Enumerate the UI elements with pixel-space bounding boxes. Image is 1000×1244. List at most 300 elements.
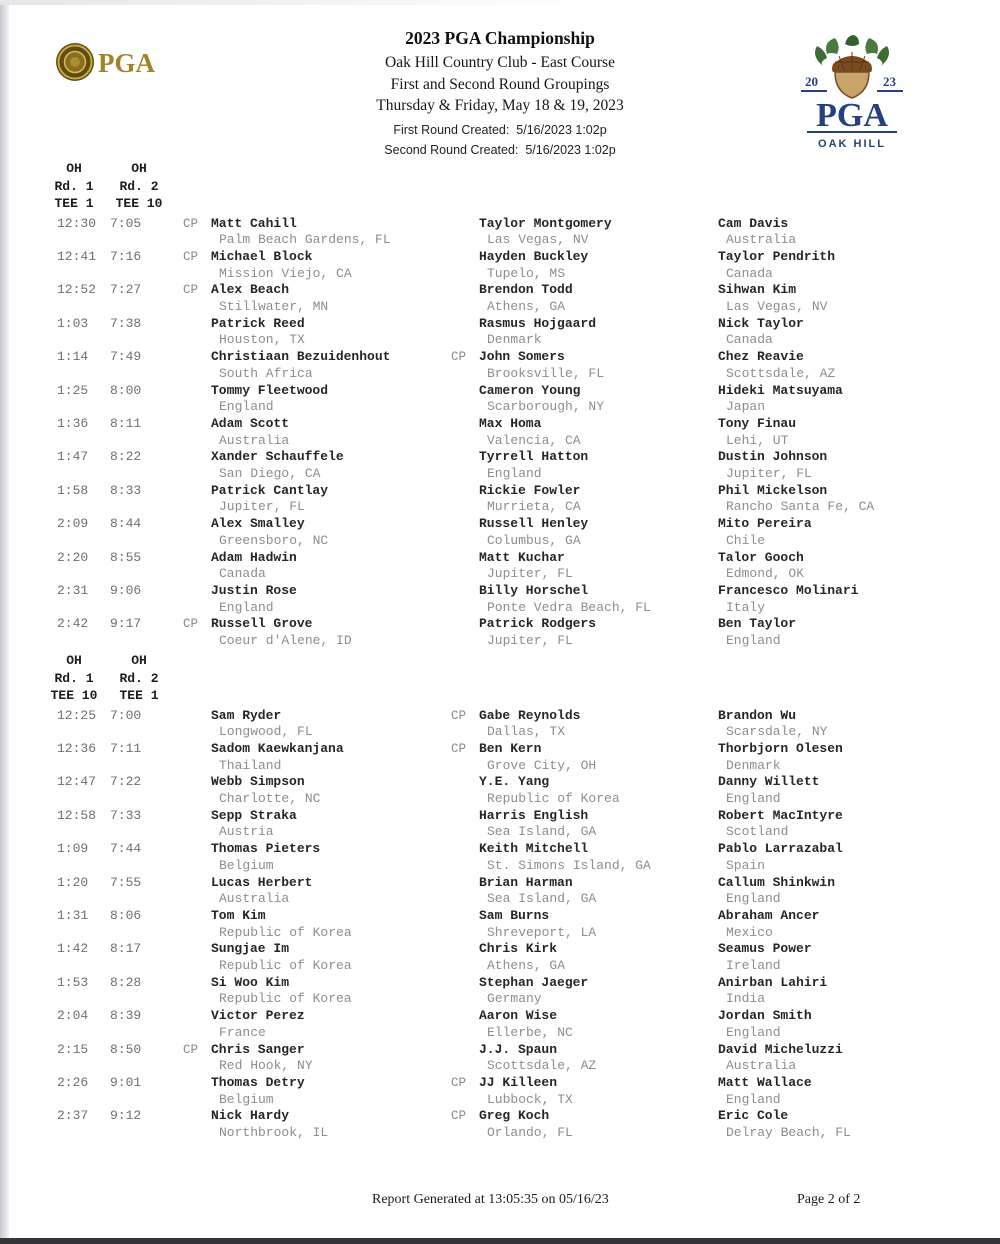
tee-time-row <box>0 249 1000 282</box>
player-hometown: South Africa <box>219 365 313 381</box>
player-entry <box>183 383 451 416</box>
round2-tee-time: 9:06 <box>110 582 142 598</box>
player-name-block <box>211 1008 451 1041</box>
round2-tee-time: 9:01 <box>110 1074 142 1090</box>
player-entry <box>183 774 451 807</box>
round2-column-header: OH Rd. 2 TEE 10 <box>115 161 163 211</box>
player-name-block <box>479 1075 718 1108</box>
player-hometown: Valencia, CA <box>487 432 581 448</box>
player-name-block <box>211 875 451 908</box>
player-hometown: Germany <box>487 991 542 1007</box>
player-hometown: Longwood, FL <box>219 724 313 740</box>
player-entry <box>183 741 451 774</box>
player-hometown: Spain <box>726 857 766 873</box>
scan-edge-top <box>0 0 600 5</box>
player-entry <box>183 1008 451 1041</box>
section-1-column-headers <box>0 160 1000 213</box>
player-name-block <box>479 774 718 807</box>
player-hometown: Athens, GA <box>487 958 566 974</box>
round2-tee-time: 8:06 <box>110 907 142 923</box>
player-name-block <box>211 1108 451 1141</box>
player-entry <box>718 583 1000 616</box>
player-name: Sam Burns <box>479 907 550 923</box>
player-entry <box>451 516 718 549</box>
player-entry <box>718 516 1000 549</box>
player-hometown: Murrieta, CA <box>487 499 581 515</box>
player-hometown: Stillwater, MN <box>219 299 329 315</box>
svg-text:PGA: PGA <box>816 97 888 134</box>
player-name: Ben Taylor <box>718 616 797 632</box>
player-hometown: Jupiter, FL <box>487 566 573 582</box>
player-name-block <box>211 1075 451 1108</box>
player-name: Jordan Smith <box>718 1008 812 1024</box>
report-type: First and Second Round Groupings <box>390 75 610 93</box>
player-hometown: Republic of Korea <box>219 958 352 974</box>
player-entry <box>451 1008 718 1041</box>
round1-tee-time: 1:20 <box>57 874 89 890</box>
player-name-block <box>211 1042 451 1075</box>
round2-tee-time: 8:17 <box>110 941 142 957</box>
round2-tee-time: 7:55 <box>110 874 142 890</box>
event-dates: Thursday & Friday, May 18 & 19, 2023 <box>376 97 624 114</box>
player-name: Ben Kern <box>479 740 542 756</box>
player-hometown: Ireland <box>726 958 781 974</box>
player-name: Danny Willett <box>718 774 820 790</box>
tee-time-row <box>0 1108 1000 1141</box>
player-hometown: Belgium <box>219 1091 274 1107</box>
player-hometown: Jupiter, FL <box>726 466 812 482</box>
first-round-created: First Round Created: 5/16/2023 1:02p <box>393 122 607 137</box>
player-name: Matt Kuchar <box>479 549 565 565</box>
player-entry <box>451 941 718 974</box>
player-name-block <box>479 908 718 941</box>
player-name: J.J. Spaun <box>479 1041 558 1057</box>
round1-tee-time: 12:25 <box>57 707 97 723</box>
player-name: Anirban Lahiri <box>718 974 828 990</box>
player-hometown: Columbus, GA <box>487 532 581 548</box>
player-hometown: Jupiter, FL <box>219 499 305 515</box>
player-name: Patrick Rodgers <box>479 616 597 632</box>
tee-time-row <box>0 483 1000 516</box>
player-entry <box>183 941 451 974</box>
round2-tee-time: 7:27 <box>110 282 142 298</box>
player-name: Eric Cole <box>718 1108 789 1124</box>
round1-tee-time: 12:47 <box>57 774 97 790</box>
player-name-block <box>211 975 451 1008</box>
player-name: Adam Scott <box>211 415 290 431</box>
player-entry <box>718 349 1000 382</box>
player-name-block <box>718 1008 1000 1041</box>
player-hometown: San Diego, CA <box>219 466 321 482</box>
tee-time-row <box>0 975 1000 1008</box>
player-entry <box>718 808 1000 841</box>
section-2-column-headers <box>0 652 1000 705</box>
player-name: Justin Rose <box>211 582 297 598</box>
player-entry <box>451 483 718 516</box>
player-entry <box>451 975 718 1008</box>
player-name-block <box>718 841 1000 874</box>
player-hometown: England <box>726 791 781 807</box>
player-name: Cam Davis <box>718 215 789 231</box>
player-name: Sihwan Kim <box>718 282 797 298</box>
round2-tee-time: 8:00 <box>110 382 142 398</box>
player-name: Brendon Todd <box>479 282 573 298</box>
player-hometown: Delray Beach, FL <box>726 1125 851 1141</box>
svg-text:20: 20 <box>805 74 818 89</box>
round1-tee-time: 2:04 <box>57 1008 89 1024</box>
player-hometown: Scarsdale, NY <box>726 724 828 740</box>
player-name: Taylor Pendrith <box>718 248 836 264</box>
player-name: Adam Hadwin <box>211 549 297 565</box>
player-entry <box>451 908 718 941</box>
player-name-block <box>479 316 718 349</box>
player-hometown: Houston, TX <box>219 332 305 348</box>
player-entry <box>718 1108 1000 1141</box>
player-hometown: Canada <box>726 265 773 281</box>
player-name: Lucas Herbert <box>211 874 313 890</box>
player-entry <box>718 483 1000 516</box>
player-name: Sepp Straka <box>211 807 297 823</box>
player-entry <box>451 282 718 315</box>
player-name: Chris Kirk <box>479 941 558 957</box>
player-name: Matt Wallace <box>718 1074 812 1090</box>
report-generated-timestamp: Report Generated at 13:05:35 on 05/16/23 <box>372 1192 609 1207</box>
tee-time-row <box>0 449 1000 482</box>
player-name-block <box>718 282 1000 315</box>
tee-time-row <box>0 875 1000 908</box>
round1-tee-time: 1:31 <box>57 907 89 923</box>
player-name-block <box>718 516 1000 549</box>
player-entry <box>718 449 1000 482</box>
player-name: David Micheluzzi <box>718 1041 843 1057</box>
player-entry <box>451 1042 718 1075</box>
section-1-rows <box>0 216 1000 650</box>
player-name: Thomas Pieters <box>211 841 321 857</box>
player-name-block <box>479 741 718 774</box>
player-name: Thomas Detry <box>211 1074 305 1090</box>
player-entry <box>451 875 718 908</box>
player-name: Brian Harman <box>479 874 573 890</box>
round2-tee-time: 7:11 <box>110 740 142 756</box>
player-hometown: India <box>726 991 766 1007</box>
player-entry <box>451 1108 718 1141</box>
player-hometown: Denmark <box>726 757 781 773</box>
player-name-block <box>479 483 718 516</box>
player-entry <box>451 449 718 482</box>
player-entry <box>718 316 1000 349</box>
player-name-block <box>211 583 451 616</box>
player-name: Russell Grove <box>211 616 313 632</box>
player-hometown: Greensboro, NC <box>219 532 329 548</box>
player-hometown: Lubbock, TX <box>487 1091 573 1107</box>
player-entry <box>451 1075 718 1108</box>
player-entry <box>183 449 451 482</box>
player-hometown: Mission Viejo, CA <box>219 265 352 281</box>
player-name: Cameron Young <box>479 382 581 398</box>
player-name-block <box>718 483 1000 516</box>
round2-tee-time: 7:49 <box>110 349 142 365</box>
round1-tee-time: 1:03 <box>57 315 89 331</box>
player-hometown: England <box>219 599 274 615</box>
tee-time-row <box>0 941 1000 974</box>
player-name: Thorbjorn Olesen <box>718 740 843 756</box>
player-name-block <box>479 416 718 449</box>
player-entry <box>451 550 718 583</box>
player-hometown: Scarborough, NY <box>487 399 605 415</box>
player-entry <box>718 774 1000 807</box>
player-name: Billy Horschel <box>479 582 589 598</box>
player-hometown: Dallas, TX <box>487 724 566 740</box>
player-hometown: Italy <box>726 599 766 615</box>
round1-tee-time: 2:31 <box>57 582 89 598</box>
tee-time-row <box>0 908 1000 941</box>
player-hometown: Australia <box>726 232 797 248</box>
player-hometown: Lehi, UT <box>726 432 789 448</box>
round1-tee-time: 1:36 <box>57 415 89 431</box>
player-entry <box>718 1042 1000 1075</box>
round1-tee-time: 12:30 <box>57 215 97 231</box>
player-name: Patrick Reed <box>211 315 305 331</box>
player-entry <box>718 550 1000 583</box>
player-name-block <box>479 808 718 841</box>
oak-hill-acorn-icon <box>793 34 911 156</box>
svg-text:PGA: PGA <box>98 48 155 78</box>
player-name: Robert MacIntyre <box>718 807 843 823</box>
player-name: JJ Killeen <box>479 1074 558 1090</box>
player-entry <box>183 1042 451 1075</box>
player-hometown: France <box>219 1024 266 1040</box>
round2-tee-time: 8:28 <box>110 974 142 990</box>
player-hometown: England <box>487 466 542 482</box>
player-name: Webb Simpson <box>211 774 305 790</box>
player-entry <box>183 808 451 841</box>
player-name: Tony Finau <box>718 415 797 431</box>
tee-time-row <box>0 516 1000 549</box>
round1-tee-time: 12:58 <box>57 807 97 823</box>
player-hometown: Palm Beach Gardens, FL <box>219 232 391 248</box>
player-hometown: England <box>219 399 274 415</box>
player-entry <box>718 282 1000 315</box>
player-entry <box>718 875 1000 908</box>
player-hometown: Republic of Korea <box>219 924 352 940</box>
player-name: Russell Henley <box>479 516 589 532</box>
page-title: 2023 PGA Championship <box>405 28 595 48</box>
player-entry <box>183 550 451 583</box>
round1-tee-time: 2:42 <box>57 616 89 632</box>
round1-tee-time: 2:09 <box>57 516 89 532</box>
round2-tee-time: 7:00 <box>110 707 142 723</box>
player-name-block <box>211 483 451 516</box>
round1-tee-time: 2:26 <box>57 1074 89 1090</box>
player-entry <box>718 841 1000 874</box>
player-name: Keith Mitchell <box>479 841 589 857</box>
pga-seal-icon <box>52 38 172 86</box>
round2-tee-time: 7:16 <box>110 248 142 264</box>
round1-tee-time: 2:20 <box>57 549 89 565</box>
player-entry <box>451 316 718 349</box>
player-name: Victor Perez <box>211 1008 305 1024</box>
tee-time-row <box>0 1042 1000 1075</box>
player-name: Max Homa <box>479 415 542 431</box>
cp-badge: CP <box>451 1109 467 1124</box>
round2-tee-time: 7:05 <box>110 215 142 231</box>
round1-tee-time: 1:53 <box>57 974 89 990</box>
player-entry <box>451 216 718 249</box>
player-hometown: Northbrook, IL <box>219 1125 329 1141</box>
player-entry <box>183 583 451 616</box>
player-name-block <box>211 249 451 282</box>
player-name-block <box>718 316 1000 349</box>
page-number: Page 2 of 2 <box>797 1192 861 1207</box>
player-name: Callum Shinkwin <box>718 874 836 890</box>
svg-text:OAK HILL: OAK HILL <box>818 138 886 150</box>
oak-hill-2023-logo <box>793 34 911 161</box>
player-hometown: Australia <box>726 1058 797 1074</box>
pga-seal-logo <box>52 38 172 91</box>
player-name: Dustin Johnson <box>718 449 828 465</box>
round1-tee-time: 1:47 <box>57 449 89 465</box>
player-name-block <box>211 741 451 774</box>
player-entry <box>183 349 451 382</box>
player-entry <box>718 941 1000 974</box>
round2-tee-time: 8:11 <box>110 415 142 431</box>
cp-badge: CP <box>183 1042 199 1057</box>
player-hometown: Chile <box>726 532 766 548</box>
player-name-block <box>718 1075 1000 1108</box>
player-name-block <box>718 941 1000 974</box>
player-name-block <box>718 708 1000 741</box>
player-name-block <box>479 975 718 1008</box>
cp-badge: CP <box>183 249 199 264</box>
player-entry <box>451 249 718 282</box>
player-entry <box>183 975 451 1008</box>
round2-column-header: OH Rd. 2 TEE 1 <box>119 653 159 703</box>
round2-tee-time: 8:22 <box>110 449 142 465</box>
player-hometown: England <box>726 633 781 649</box>
round1-tee-time: 12:36 <box>57 740 97 756</box>
svg-text:23: 23 <box>883 74 896 89</box>
cp-badge: CP <box>183 617 199 632</box>
player-entry <box>183 216 451 249</box>
player-hometown: Australia <box>219 891 290 907</box>
player-entry <box>718 741 1000 774</box>
player-hometown: Sea Island, GA <box>487 824 597 840</box>
player-entry <box>718 1075 1000 1108</box>
player-hometown: Brooksville, FL <box>487 365 605 381</box>
player-name-block <box>479 583 718 616</box>
player-hometown: Ellerbe, NC <box>487 1024 573 1040</box>
player-hometown: Grove City, OH <box>487 757 597 773</box>
player-entry <box>183 908 451 941</box>
player-entry <box>718 216 1000 249</box>
round1-tee-time: 2:37 <box>57 1108 89 1124</box>
player-hometown: Athens, GA <box>487 299 566 315</box>
player-name: Aaron Wise <box>479 1008 558 1024</box>
round2-tee-time: 7:44 <box>110 841 142 857</box>
round2-tee-time: 8:39 <box>110 1008 142 1024</box>
player-hometown: Denmark <box>487 332 542 348</box>
player-name: Christiaan Bezuidenhout <box>211 349 391 365</box>
player-name-block <box>718 741 1000 774</box>
player-hometown: Scottsdale, AZ <box>487 1058 597 1074</box>
player-name: Chris Sanger <box>211 1041 305 1057</box>
player-entry <box>183 1108 451 1141</box>
player-entry <box>183 841 451 874</box>
player-entry <box>183 1075 451 1108</box>
player-name-block <box>211 616 451 649</box>
tee-time-row <box>0 616 1000 649</box>
round2-tee-time: 7:33 <box>110 807 142 823</box>
player-entry <box>718 908 1000 941</box>
player-entry <box>451 808 718 841</box>
player-hometown: England <box>726 1024 781 1040</box>
player-name: Gabe Reynolds <box>479 707 581 723</box>
round2-tee-time: 8:33 <box>110 482 142 498</box>
player-name: Xander Schauffele <box>211 449 344 465</box>
player-name: Taylor Montgomery <box>479 215 612 231</box>
player-name-block <box>718 416 1000 449</box>
player-entry <box>451 416 718 449</box>
tee-time-row <box>0 550 1000 583</box>
player-name: Seamus Power <box>718 941 812 957</box>
player-name: Michael Block <box>211 248 313 264</box>
player-hometown: Ponte Vedra Beach, FL <box>487 599 651 615</box>
cp-badge: CP <box>183 283 199 298</box>
tee-time-row <box>0 774 1000 807</box>
tee-time-row <box>0 316 1000 349</box>
round1-tee-time: 2:15 <box>57 1041 89 1057</box>
player-entry <box>451 616 718 649</box>
player-name: Greg Koch <box>479 1108 550 1124</box>
player-entry <box>718 1008 1000 1041</box>
player-entry <box>183 516 451 549</box>
player-name-block <box>479 708 718 741</box>
round1-column-header: OH Rd. 1 TEE 10 <box>50 653 98 703</box>
player-entry <box>183 483 451 516</box>
tee-time-row <box>0 741 1000 774</box>
player-entry <box>718 249 1000 282</box>
player-entry <box>718 616 1000 649</box>
round2-tee-time: 9:17 <box>110 616 142 632</box>
player-entry <box>718 708 1000 741</box>
player-name-block <box>211 774 451 807</box>
player-entry <box>451 349 718 382</box>
player-entry <box>451 708 718 741</box>
section-2-rows <box>0 708 1000 1142</box>
player-name-block <box>211 216 451 249</box>
player-name-block <box>479 1008 718 1041</box>
player-hometown: Mexico <box>726 924 773 940</box>
round1-column-header: OH Rd. 1 TEE 1 <box>54 161 94 211</box>
player-name-block <box>479 449 718 482</box>
player-hometown: Republic of Korea <box>487 791 620 807</box>
player-entry <box>183 875 451 908</box>
player-entry <box>183 316 451 349</box>
player-hometown: Coeur d'Alene, ID <box>219 633 352 649</box>
player-entry <box>451 383 718 416</box>
player-hometown: Canada <box>219 566 266 582</box>
player-hometown: Austria <box>219 824 274 840</box>
cp-badge: CP <box>451 708 467 723</box>
player-name: Alex Beach <box>211 282 290 298</box>
player-entry <box>183 708 451 741</box>
player-entry <box>718 416 1000 449</box>
player-name: Hideki Matsuyama <box>718 382 843 398</box>
player-hometown: Sea Island, GA <box>487 891 597 907</box>
cp-badge: CP <box>183 216 199 231</box>
player-entry <box>718 383 1000 416</box>
player-name-block <box>479 249 718 282</box>
